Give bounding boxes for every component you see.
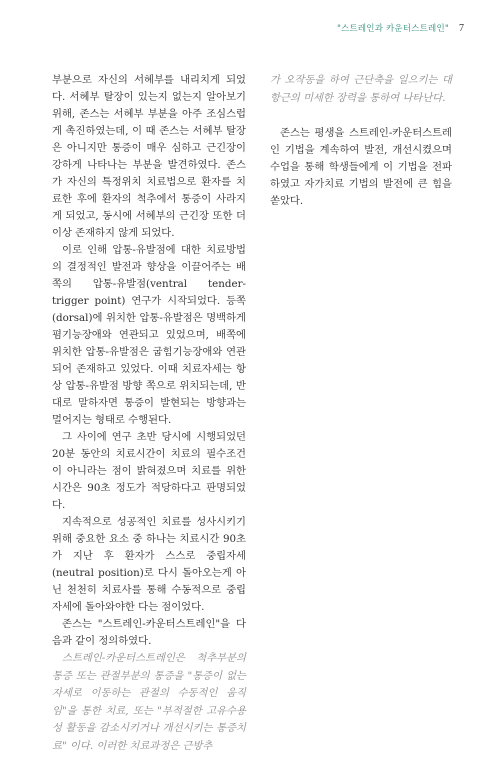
body-paragraph: 지속적으로 성공적인 치료를 성사시키기 위해 중요한 요소 중 하나는 치료시간 90초가 지난 후 환자가 스스로 중립자세(neutral position)로 다시 돌아오는게 아닌 천천히 치료사를 통해 수동적으로 중립자세에 돌아와야한 다는 점이었다.	[52, 516, 246, 613]
definition-quote: 스트레인-카운터스트레인은 척추부분의 통증 또는 관절부분의 통증을 "통증이 없는 자세로 이동하는 관절의 수동적인 움직임"을 통한 치료, 또는 "부적절한 고유수용성 활동을 감소시키거나 개선시키는 통증치료" 이다. 이러한 치료과정은 근방추	[52, 652, 246, 752]
body-paragraph: 그 사이에 연구 초반 당시에 시행되었던 20분 동안의 치료시간이 치료의 필수조건이 아니라는 점이 밝혀졌으며 치료를 위한 시간은 90초 정도가 적당하다고 판명되었다.	[52, 431, 246, 511]
left-column	[52, 72, 246, 755]
body-paragraph: 존스는 평생을 스트레인-카운터스트레인 기법을 계속하여 발전, 개선시켰으며 수업을 통해 학생들에게 이 기법을 전파하였고 자가치료 기법의 발전에 큰 힘을 쏟았다.	[270, 127, 452, 207]
definition-quote-continuation: 가 오작동을 하여 근단축을 일으키는 대항근의 미세한 장력을 통하여 나타난다.	[270, 74, 452, 104]
body-paragraph: 존스는 "스트레인-카운터스트레인"을 다음과 같이 정의하였다.	[52, 618, 246, 647]
page-header	[0, 22, 464, 34]
paragraph-spacer	[270, 107, 452, 125]
page-number: 7	[459, 23, 464, 34]
right-column	[270, 72, 452, 210]
chapter-title: "스트레인과 카운터스트레인"	[336, 24, 449, 34]
body-paragraph: 부분으로 자신의 서혜부를 내리치게 되었다. 서혜부 탈장이 있는지 없는지 알아보기 위해, 존스는 서혜부 부분을 아주 조심스럽게 촉진하였는데, 이 때 존스는 서혜부 탈장은 아니지만 통증이 매우 심하고 근긴장이 강하게 나타나는 부분을 발견하였다. 존스가 자신의 특정위치 치료법으로 환자를 치료한 후에 환자의 척추에서 통증이 사라지게 되었고, 동시에 서혜부의 근긴장 또한 더 이상 존재하지 않게 되었다.	[52, 74, 246, 239]
body-paragraph: 이로 인해 압통-유발점에 대한 치료방법의 결정적인 발전과 향상을 이끌어주는 배쪽의 압통-유발점(ventral tender-trigger point) 연구가 시작되었다. 등쪽(dorsal)에 위치한 압통-유발점은 명백하게 폄기능장애와 연관되고 있었으며, 배쪽에 위치한 압통-유발점은 굽힘기능장애와 연관되어 존재하고 있었다. 이때 치료자세는 항상 압통-유발점 방향 쪽으로 위치되는데, 반대로 말하자면 통증이 발현되는 방향과는 멀어지는 형태로 수행된다.	[52, 244, 246, 426]
